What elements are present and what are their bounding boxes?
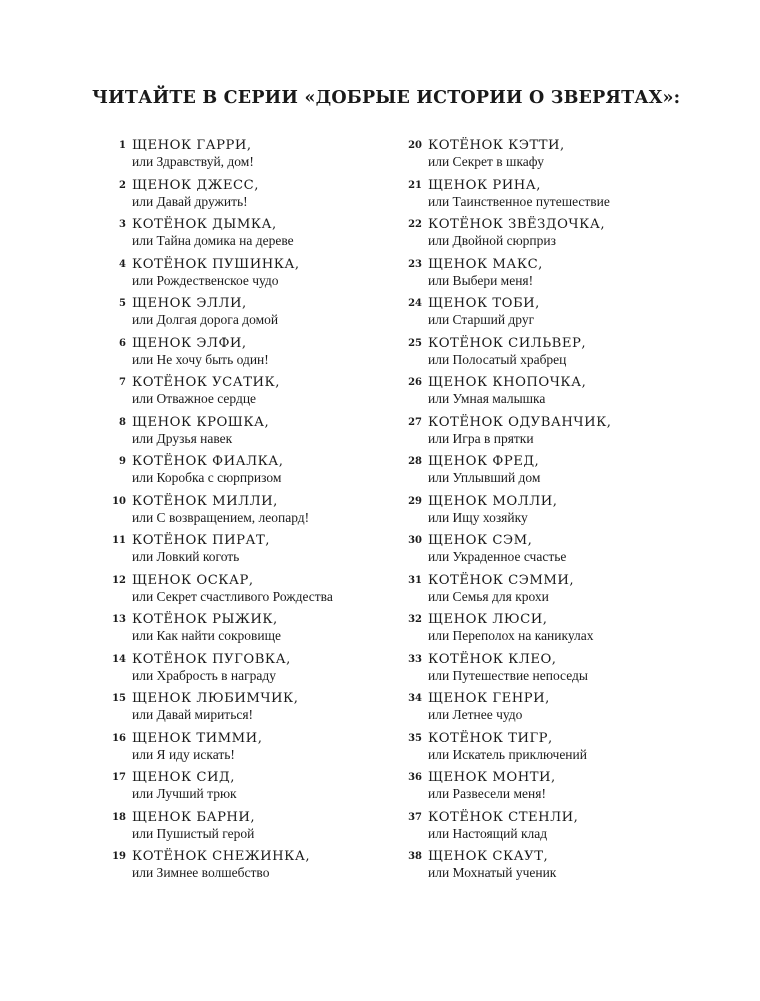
book-number: 22 <box>408 219 422 230</box>
book-entry <box>104 731 404 771</box>
book-number: 19 <box>112 851 126 862</box>
book-title: ЩЕНОК РИНА, <box>428 177 541 193</box>
book-subtitle: или Семья для крохи <box>428 588 549 604</box>
book-entry <box>400 810 700 850</box>
book-subtitle: или Мохнатый ученик <box>428 865 557 880</box>
page-title: ЧИТАЙТЕ В СЕРИИ «ДОБРЫЕ ИСТОРИИ О ЗВЕРЯТАХ»: <box>92 88 681 108</box>
book-number: 9 <box>119 456 126 467</box>
book-subtitle: или Развесели меня! <box>428 786 546 801</box>
book-entry <box>104 533 404 573</box>
book-title: КОТЁНОК ОДУВАНЧИК, <box>428 414 612 430</box>
book-number: 17 <box>112 772 126 783</box>
book-number: 24 <box>408 298 422 309</box>
book-subtitle: или Давай дружить! <box>132 193 248 209</box>
book-number: 29 <box>408 495 422 507</box>
book-entry <box>400 612 700 652</box>
book-number: 10 <box>112 495 126 507</box>
book-entry <box>104 296 404 336</box>
book-title: КОТЁНОК УСАТИК, <box>132 375 280 390</box>
book-title: ЩЕНОК МАКС, <box>428 256 543 272</box>
book-subtitle: или Секрет счастливого Рождества <box>132 588 333 604</box>
book-title: ЩЕНОК БАРНИ, <box>132 809 256 825</box>
book-title: ЩЕНОК ТОБИ, <box>428 296 540 311</box>
book-number: 28 <box>408 456 422 467</box>
book-entry <box>400 533 700 573</box>
book-number: 11 <box>112 535 126 546</box>
book-title: КОТЁНОК ПИРАТ, <box>132 533 270 548</box>
book-title: КОТЁНОК СТЕНЛИ, <box>428 809 579 825</box>
book-title: ЩЕНОК ГЕНРИ, <box>428 691 550 706</box>
book-entry <box>104 217 404 257</box>
book-number: 20 <box>408 140 422 151</box>
book-entry <box>104 415 404 455</box>
book-title: КОТЁНОК КЭТТИ, <box>428 138 565 153</box>
book-number: 8 <box>119 416 126 428</box>
book-subtitle: или Зимнее волшебство <box>132 865 270 880</box>
book-entry <box>400 770 700 810</box>
book-number: 27 <box>408 416 422 428</box>
book-entry <box>400 257 700 297</box>
book-entry <box>400 494 700 534</box>
book-title: ЩЕНОК ОСКАР, <box>132 572 254 588</box>
book-number: 2 <box>119 179 126 191</box>
book-title: КОТЁНОК РЫЖИК, <box>132 612 278 627</box>
book-number: 12 <box>112 574 126 586</box>
book-title: КОТЁНОК СНЕЖИНКА, <box>132 849 311 864</box>
book-subtitle: или Секрет в шкафу <box>428 154 544 169</box>
book-subtitle: или Тайна домика на дереве <box>132 233 294 248</box>
book-number: 23 <box>408 258 422 270</box>
book-title: КОТЁНОК МИЛЛИ, <box>132 493 278 509</box>
book-number: 37 <box>408 811 422 823</box>
book-title: ЩЕНОК МОНТИ, <box>428 770 556 785</box>
book-subtitle: или Таинственное путешествие <box>428 193 610 209</box>
book-title: КОТЁНОК ЗВЁЗДОЧКА, <box>428 217 606 232</box>
book-subtitle: или Долгая дорога домой <box>132 312 279 327</box>
book-entry <box>400 731 700 771</box>
book-subtitle: или Отважное сердце <box>132 391 257 406</box>
book-entry <box>400 138 700 178</box>
book-title: ЩЕНОК СИД, <box>132 770 235 785</box>
book-entry <box>400 178 700 218</box>
book-subtitle: или Старший друг <box>428 312 535 327</box>
book-number: 13 <box>112 614 126 625</box>
book-subtitle: или Храбрость в награду <box>132 667 277 683</box>
book-entry <box>400 691 700 731</box>
book-entry <box>104 454 404 494</box>
book-entry <box>104 849 404 889</box>
book-subtitle: или Как найти сокровище <box>132 628 282 643</box>
book-number: 38 <box>408 851 422 862</box>
book-number: 21 <box>408 179 422 191</box>
book-subtitle: или Друзья навек <box>132 430 233 446</box>
book-entry <box>104 138 404 178</box>
book-title: ЩЕНОК ЭЛЛИ, <box>132 296 247 311</box>
book-number: 32 <box>408 614 422 625</box>
book-entry <box>400 849 700 889</box>
book-entry <box>104 257 404 297</box>
book-list-left <box>104 138 404 889</box>
book-number: 3 <box>119 219 126 230</box>
book-entry <box>400 652 700 692</box>
book-subtitle: или Пушистый герой <box>132 825 255 841</box>
book-title: КОТЁНОК КЛЕО, <box>428 651 557 667</box>
book-number: 35 <box>408 732 422 744</box>
book-number: 26 <box>408 377 422 388</box>
book-number: 14 <box>112 653 126 665</box>
book-title: ЩЕНОК КРОШКА, <box>132 414 270 430</box>
book-subtitle: или Летнее чудо <box>428 707 523 722</box>
book-number: 18 <box>112 811 126 823</box>
book-number: 31 <box>408 574 422 586</box>
book-subtitle: или Двойной сюрприз <box>428 233 556 248</box>
book-number: 25 <box>408 337 422 349</box>
book-entry <box>400 375 700 415</box>
book-entry <box>400 573 700 613</box>
book-title: ЩЕНОК ЭЛФИ, <box>132 335 247 351</box>
book-entry <box>400 336 700 376</box>
book-entry <box>400 296 700 336</box>
book-title: ЩЕНОК ДЖЕСС, <box>132 177 259 193</box>
book-subtitle: или Ловкий коготь <box>132 549 240 564</box>
book-subtitle: или Переполох на каникулах <box>428 628 594 643</box>
book-title: КОТЁНОК ДЫМКА, <box>132 217 277 232</box>
book-entry <box>104 573 404 613</box>
book-title: КОТЁНОК ПУГОВКА, <box>132 651 291 667</box>
book-entry <box>104 494 404 534</box>
book-title: ЩЕНОК СЭМ, <box>428 533 533 548</box>
book-subtitle: или Коробка с сюрпризом <box>132 470 282 485</box>
book-subtitle: или Умная малышка <box>428 391 546 406</box>
book-title: КОТЁНОК ТИГР, <box>428 730 553 746</box>
book-subtitle: или Здравствуй, дом! <box>132 154 254 169</box>
book-title: КОТЁНОК ФИАЛКА, <box>132 454 284 469</box>
book-entry <box>104 612 404 652</box>
book-number: 30 <box>408 535 422 546</box>
book-title: ЩЕНОК ФРЕД, <box>428 454 540 469</box>
book-subtitle: или Настоящий клад <box>428 825 548 841</box>
book-number: 1 <box>119 140 126 151</box>
book-entry <box>400 217 700 257</box>
book-title: ЩЕНОК ТИММИ, <box>132 730 263 746</box>
book-subtitle: или Выбери меня! <box>428 272 534 288</box>
book-subtitle: или Искатель приключений <box>428 746 587 762</box>
book-subtitle: или Не хочу быть один! <box>132 351 269 367</box>
book-title: ЩЕНОК СКАУТ, <box>428 849 549 864</box>
book-title: КОТЁНОК ПУШИНКА, <box>132 256 300 272</box>
book-subtitle: или Путешествие непоседы <box>428 667 588 683</box>
book-subtitle: или Уплывший дом <box>428 470 541 485</box>
book-subtitle: или Полосатый храбрец <box>428 351 567 367</box>
book-title: ЩЕНОК КНОПОЧКА, <box>428 375 587 390</box>
book-entry <box>104 810 404 850</box>
book-subtitle: или Украденное счастье <box>428 549 567 564</box>
book-number: 15 <box>112 693 126 704</box>
book-list-right <box>400 138 700 889</box>
book-title: ЩЕНОК ЛЮСИ, <box>428 612 548 627</box>
book-subtitle: или Я иду искать! <box>132 746 235 762</box>
book-title: ЩЕНОК ГАРРИ, <box>132 138 252 153</box>
book-number: 36 <box>408 772 422 783</box>
book-entry <box>104 375 404 415</box>
book-number: 5 <box>119 298 126 309</box>
book-entry <box>400 415 700 455</box>
book-entry <box>400 454 700 494</box>
book-title: ЩЕНОК МОЛЛИ, <box>428 493 558 509</box>
book-title: КОТЁНОК СЭММИ, <box>428 572 575 588</box>
book-number: 6 <box>119 337 126 349</box>
book-number: 16 <box>112 732 126 744</box>
book-entry <box>104 770 404 810</box>
book-entry <box>104 336 404 376</box>
book-title: ЩЕНОК ЛЮБИМЧИК, <box>132 691 299 706</box>
book-subtitle: или Ищу хозяйку <box>428 509 528 525</box>
book-number: 4 <box>119 258 126 270</box>
book-title: КОТЁНОК СИЛЬВЕР, <box>428 335 587 351</box>
book-subtitle: или С возвращением, леопард! <box>132 509 310 525</box>
book-subtitle: или Лучший трюк <box>132 786 237 801</box>
book-entry <box>104 178 404 218</box>
book-entry <box>104 652 404 692</box>
book-number: 33 <box>408 653 422 665</box>
book-number: 7 <box>119 377 126 388</box>
book-number: 34 <box>408 693 422 704</box>
book-subtitle: или Игра в прятки <box>428 430 534 446</box>
book-subtitle: или Давай мириться! <box>132 707 254 722</box>
book-subtitle: или Рождественское чудо <box>132 272 279 288</box>
book-entry <box>104 691 404 731</box>
